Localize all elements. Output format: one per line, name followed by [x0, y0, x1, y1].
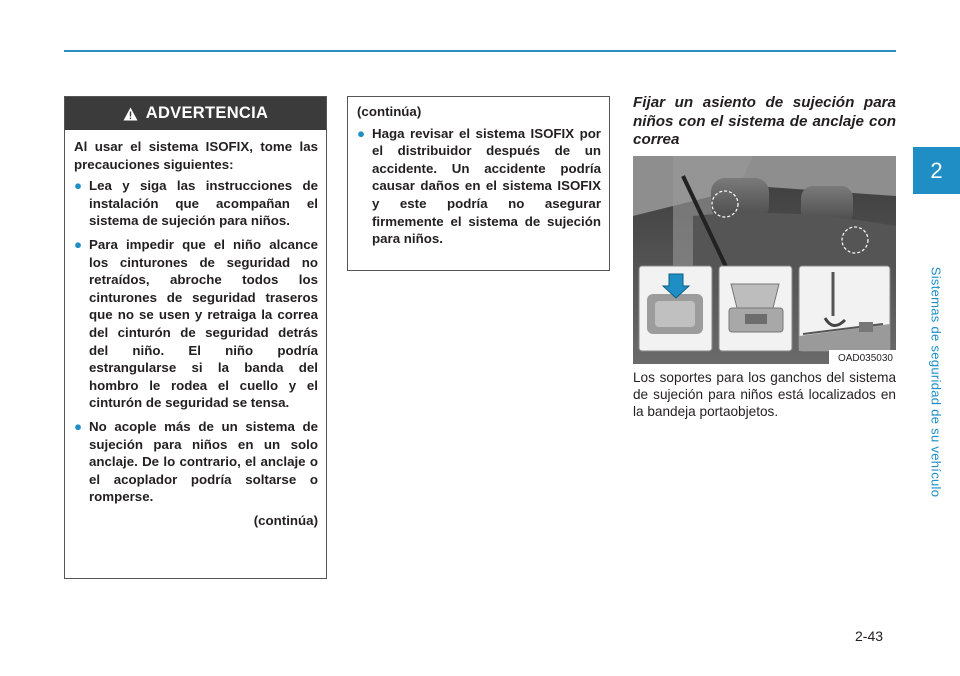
- list-item: [357, 125, 601, 248]
- warning-icon: [123, 107, 138, 121]
- header-rule: [64, 50, 896, 52]
- chapter-number: 2: [930, 157, 943, 183]
- list-item: [74, 177, 318, 230]
- chapter-title: Sistemas de seguridad de su vehículo: [928, 266, 944, 498]
- continues-label: (continúa): [253, 512, 318, 528]
- warning-box: [64, 96, 327, 579]
- list-item-text: Para impedir que el niño alcance los cinturones de seguridad no retraídos, abroche todos los cinturones de seguridad traseros que no se usen y retraiga la correa del cinturón de seguridad detrás del niño. El niño podría estrangularse si la banda del hombro le rodea el cuello y el cinturón de seguridad se tensa.: [89, 236, 318, 411]
- list-item-text: Haga revisar el sistema ISOFIX por el distribuidor después de un accidente. Un accidente podría causar daños en el sistema ISOFIX y este podría no asegurar firmemente el sistema de sujeción para niños.: [372, 125, 601, 247]
- list-item-text: Lea y siga las instrucciones de instalación que acompañan el sistema de sujeción para niños.: [89, 178, 318, 229]
- chapter-tab[interactable]: [913, 147, 960, 194]
- continuation-list: [357, 125, 601, 248]
- section-title: Fijar un asiento de sujeción para niños con el sistema de anclaje con correa: [633, 94, 896, 148]
- continuation-heading: (continúa): [357, 104, 422, 119]
- bullet-icon: ●: [74, 178, 83, 194]
- list-item: [74, 236, 318, 412]
- image-code: OAD035030: [837, 353, 893, 364]
- warning-intro: Al usar el sistema ISOFIX, tome las precauciones siguientes:: [74, 139, 318, 172]
- list-item: [74, 418, 318, 506]
- warning-header: [65, 97, 326, 130]
- bullet-icon: ●: [74, 236, 83, 252]
- continuation-box: [347, 96, 610, 271]
- bullet-icon: ●: [357, 125, 366, 141]
- page-number: 2-43: [855, 628, 884, 644]
- list-item-text: No acople más de un sistema de sujeción para niños en un solo anclaje. De lo contrario, el anclaje o el acoplador podría soltarse o romperse.: [89, 418, 318, 505]
- warning-list: [74, 177, 318, 506]
- bullet-icon: ●: [74, 418, 83, 434]
- section-body: Los soportes para los ganchos del sistema de sujeción para niños está localizados en la bandeja portaobjetos.: [633, 370, 896, 420]
- warning-title: ADVERTENCIA: [145, 104, 269, 122]
- tether-anchor-photo: [633, 156, 896, 364]
